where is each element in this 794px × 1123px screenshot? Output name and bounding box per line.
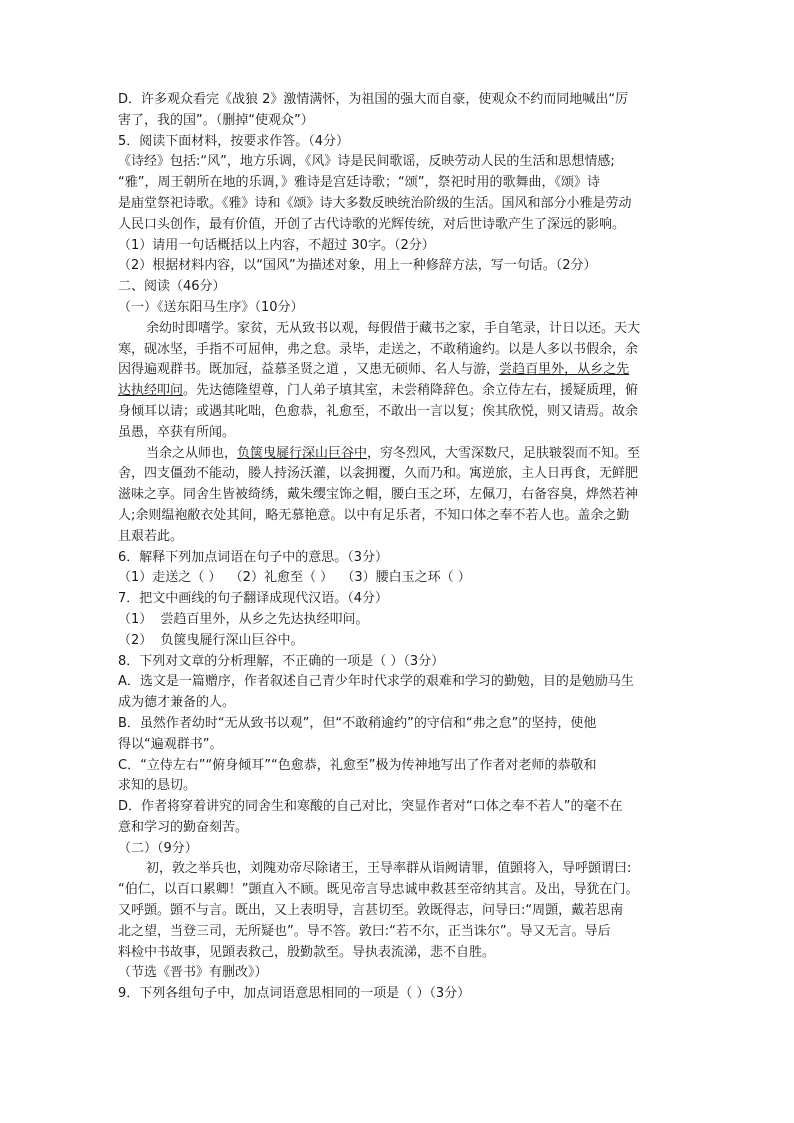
- line-text: 7．把文中画线的句子翻译成现代汉语。（4分）: [118, 591, 389, 607]
- line-text: B．虽然作者幼时“无从致书以观”，但“不敢稍逾约”的守信和“弗之怠”的坚持，使他: [118, 715, 597, 731]
- text-line: [118, 256, 678, 277]
- text-line: [118, 631, 678, 652]
- line-text: 又呼顗。顗不与言。既出，又上表明导，言甚切至。敦既得志，问导曰:“周顗，戴若思南: [118, 903, 624, 919]
- line-text: 害了，我的国”。（删掉“使观众”）: [118, 112, 314, 128]
- line-text: （1）请用一句话概括以上内容，不超过 30字。（2分）: [118, 237, 435, 253]
- text-line: [118, 527, 678, 548]
- line-text: C．“立侍左右”“俯身倾耳”“色愈恭，礼愈至”极为传神地写出了作者对老师的恭敬和: [118, 757, 597, 773]
- line-text: A．选文是一篇赠序，作者叙述自己青少年时代求学的艰难和学习的勤勉，目的是勉励马生: [118, 674, 634, 690]
- line-text-rest: 。先达德隆望尊，门人弟子填其室，未尝稍降辞色。余立侍左右，援疑质理，俯: [183, 383, 639, 399]
- line-text: 余幼时即嗜学。家贫，无从致书以观，每假借于藏书之家，手自笔录，计日以还。天大: [146, 320, 641, 336]
- line-text: 且艰若此。: [118, 528, 184, 544]
- text-line: [118, 756, 678, 777]
- line-text: 料检中书故事，见顗表救己，殷勤款至。导执表流涕，悲不自胜。: [118, 944, 496, 960]
- text-line: [118, 693, 678, 714]
- line-text: 成为德才兼备的人。: [118, 695, 236, 711]
- underlined-sentence: 尝趋百里外，从乡之先: [499, 362, 630, 378]
- text-line: [118, 963, 678, 984]
- text-line: [118, 298, 678, 319]
- line-text: （1） 尝趋百里外，从乡之先达执经叩问。: [118, 611, 369, 627]
- text-line: [118, 319, 678, 340]
- text-line: [118, 714, 678, 735]
- line-text: D．作者将穿着讲究的同舍生和寒酸的自己对比，突显作者对“口体之奉不若人”的毫不在: [118, 799, 623, 815]
- line-text: 人;余则缊袍敝衣处其间，略无慕艳意。以中有足乐者，不知口体之奉不若人也。盖余之勤: [118, 507, 630, 523]
- line-text: 求知的恳切。: [118, 778, 197, 794]
- line-text: 5．阅读下面材料，按要求作答。（4分）: [118, 133, 350, 149]
- line-text: 9．下列各组句子中，加点词语意思相同的一项是（ ）（3分）: [118, 986, 471, 1002]
- line-text: （1）走送之（ ） （2）礼愈至（ ） （3）腰白玉之环（ ）: [118, 570, 471, 586]
- line-text-rest: ，穷冬烈风，大雪深数尺，足肤皲裂而不知。至: [367, 445, 641, 461]
- line-text: （节选《晋书》有删改》）: [118, 965, 268, 981]
- text-line: [118, 485, 678, 506]
- line-text: （二）（9分）: [118, 840, 198, 856]
- line-text: 舍，四支僵劲不能动，媵人持汤沃灌，以衾拥覆，久而乃和。寓逆旅，主人日再食，无鲜肥: [118, 466, 639, 482]
- line-text: 得以“遍观群书”。: [118, 736, 223, 752]
- text-line: [118, 839, 678, 860]
- document-page: [118, 90, 678, 1005]
- line-text: 人民口头创作，最有价值，开创了古代诗歌的光辉传统，对后世诗歌产生了深远的影响。: [118, 216, 626, 232]
- line-text: “伯仁，以百口累卿！”顗直入不顾。既见帝言导忠诚申救甚至帝纳其言。及出，导犹在门。: [118, 882, 639, 898]
- text-line: [118, 506, 678, 527]
- text-line: [118, 360, 678, 381]
- text-line: [118, 90, 678, 111]
- text-line: [118, 797, 678, 818]
- line-text: （2）根据材料内容，以“国风”为描述对象，用上一种修辞方法，写一句话。（2分）: [118, 258, 597, 274]
- line-text: 《诗经》包括:“风”，地方乐调，《风》诗是民间歌谣，反映劳动人民的生活和思想情感;: [118, 154, 615, 170]
- line-text: 因得遍观群书。既加冠，益慕圣贤之道 ，又患无硕师、名人与游，: [118, 362, 500, 378]
- text-line: [118, 548, 678, 569]
- line-text: 意和学习的勤奋刻苦。: [118, 819, 249, 835]
- line-text: 当余之从师也，: [146, 445, 238, 461]
- text-line: [118, 610, 678, 631]
- text-line: [118, 984, 678, 1005]
- line-text: 是庙堂祭祀诗歌。《雅》诗和《颂》诗大多数反映统治阶级的生活。国风和部分小雅是劳动: [118, 195, 632, 211]
- text-line: [118, 901, 678, 922]
- line-text: 北之望，当登三司，无所疑也”。导不答。敦曰:“若不尔，正当诛尔”。导又无言。导后: [118, 923, 611, 939]
- text-line: [118, 444, 678, 465]
- text-line: [118, 943, 678, 964]
- line-text: 8．下列对文章的分析理解，不正确的一项是（ ）（3分）: [118, 653, 445, 669]
- line-text: （2） 负箧曳屣行深山巨谷中。: [118, 632, 304, 648]
- text-line: [118, 735, 678, 756]
- line-text: （一）《送东阳马生序》（10分）: [118, 299, 304, 315]
- text-line: [118, 111, 678, 132]
- text-line: [118, 277, 678, 298]
- text-line: [118, 922, 678, 943]
- text-line: [118, 215, 678, 236]
- text-line: [118, 194, 678, 215]
- text-line: [118, 589, 678, 610]
- underlined-sentence: 负箧曳屣行深山巨谷中: [237, 445, 368, 461]
- text-line: [118, 402, 678, 423]
- text-line: [118, 776, 678, 797]
- line-text: 6．解释下列加点词语在句子中的意思。（3分）: [118, 549, 389, 565]
- line-text: 初，敦之举兵也，刘隗劝帝尽除诸王，王导率群从诣阙请罪，值顗将入，导呼顗谓曰:: [146, 861, 632, 877]
- text-line: [118, 152, 678, 173]
- text-line: [118, 652, 678, 673]
- line-text: D．许多观众看完《战狼 2》激情满怀，为祖国的强大而自豪，使观众不约而同地喊出“厉: [118, 92, 629, 107]
- text-line: [118, 132, 678, 153]
- line-text: 滋味之享。同舍生皆被绮绣，戴朱缨宝饰之帽，腰白玉之环，左佩刀，右备容臭，烨然若神: [118, 487, 639, 503]
- line-text: 二、阅读（46分）: [118, 279, 226, 295]
- text-line: [118, 859, 678, 880]
- text-line: [118, 880, 678, 901]
- text-line: [118, 236, 678, 257]
- underlined-sentence: 达执经叩问: [118, 383, 184, 399]
- line-text: 身倾耳以请；或遇其叱咄，色愈恭，礼愈至，不敢出一言以复；俟其欣悦，则又请焉。故余: [118, 403, 639, 419]
- text-line: [118, 340, 678, 361]
- line-text: “雅”，周王朝所在地的乐调，》雅诗是宫廷诗歌；“颂”，祭祀时用的歌舞曲，《颂》诗: [118, 175, 600, 191]
- text-line: [118, 672, 678, 693]
- text-line: [118, 568, 678, 589]
- text-line: [118, 818, 678, 839]
- text-line: [118, 423, 678, 444]
- text-line: [118, 173, 678, 194]
- line-text: 寒，砚冰坚，手指不可屈伸，弗之怠。录毕，走送之，不敢稍逾约。以是人多以书假余，余: [118, 341, 639, 357]
- line-text: 虽愚，卒获有所闻。: [118, 424, 236, 440]
- text-line: [118, 464, 678, 485]
- text-line: [118, 381, 678, 402]
